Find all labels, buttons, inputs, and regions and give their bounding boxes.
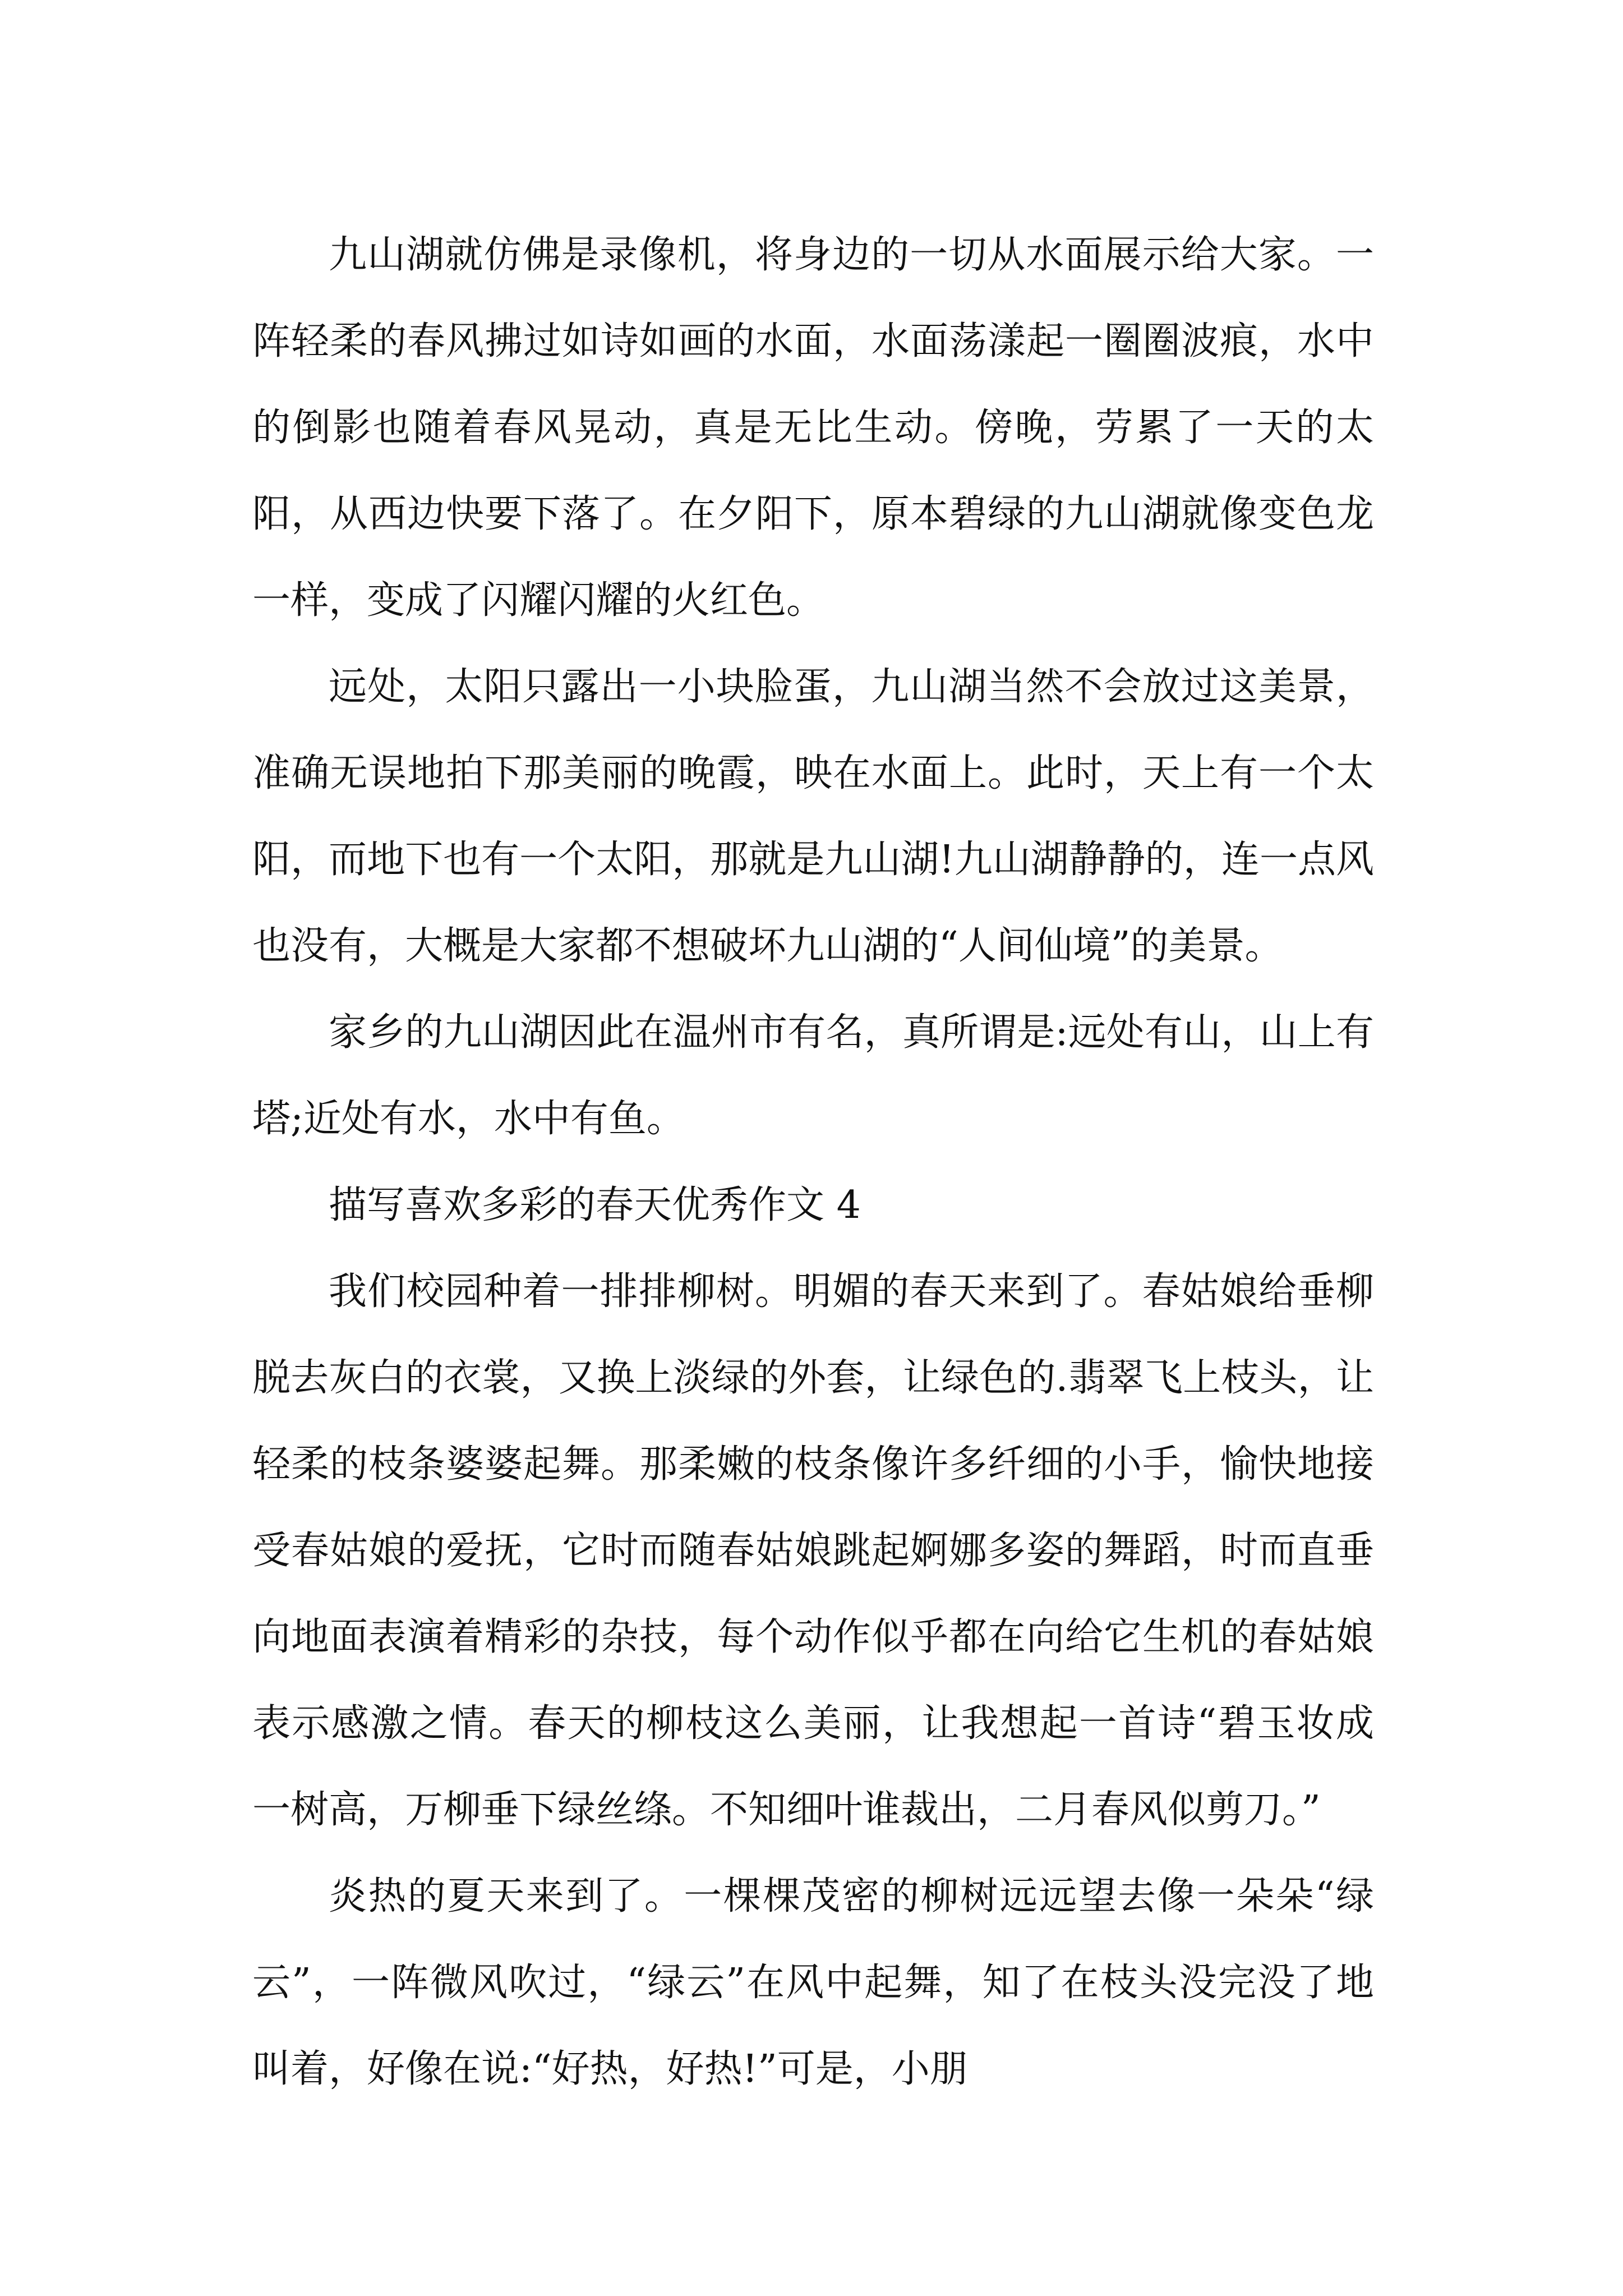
paragraph-jiushan-lake-mirror: 九山湖就仿佛是录像机，将身边的一切从水面展示给大家。一阵轻柔的春风拂过如诗如画的水面，水面荡漾起一圈圈波痕，水中的倒影也随着春风晃动，真是无比生动。傍晚，劳累了一天的太阳，从西边快要下落了。在夕阳下，原本碧绿的九山湖就像变色龙一样，变成了闪耀闪耀的火红色。 xyxy=(252,233,1374,623)
document-body xyxy=(252,212,1374,2113)
paragraph-sunset-reflection: 远处，太阳只露出一小块脸蛋，九山湖当然不会放过这美景，准确无误地拍下那美丽的晚霞，映在水面上。此时，天上有一个太阳，而地下也有一个太阳，那就是九山湖!九山湖静静的，连一点风也没有，大概是大家都不想破坏九山湖的“人间仙境”的美景。 xyxy=(252,665,1374,968)
paragraph-summer-willows: 炎热的夏天来到了。一棵棵茂密的柳树远远望去像一朵朵“绿云”，一阵微风吹过，“绿云”在风中起舞，知了在枝头没完没了地叫着，好像在说:“好热，好热!”可是，小朋 xyxy=(252,1874,1374,2091)
essay-heading: 描写喜欢多彩的春天优秀作文 4 xyxy=(329,1183,861,1227)
paragraph-spring-willows: 我们校园种着一排排柳树。明媚的春天来到了。春姑娘给垂柳脱去灰白的衣裳，又换上淡绿的外套，让绿色的.翡翠飞上枝头，让轻柔的枝条婆婆起舞。那柔嫩的枝条像许多纤细的小手，愉快地接受春姑娘的爱抚，它时而随春姑娘跳起婀娜多姿的舞蹈，时而直垂向地面表演着精彩的杂技，每个动作似乎都在向给它生机的春姑娘表示感激之情。春天的柳枝这么美丽，让我想起一首诗“碧玉妆成一树高，万柳垂下绿丝绦。不知细叶谁裁出，二月春风似剪刀。” xyxy=(252,1269,1374,1832)
paragraph-hometown-fame: 家乡的九山湖因此在温州市有名，真所谓是:远处有山，山上有塔;近处有水，水中有鱼。 xyxy=(252,1010,1374,1141)
